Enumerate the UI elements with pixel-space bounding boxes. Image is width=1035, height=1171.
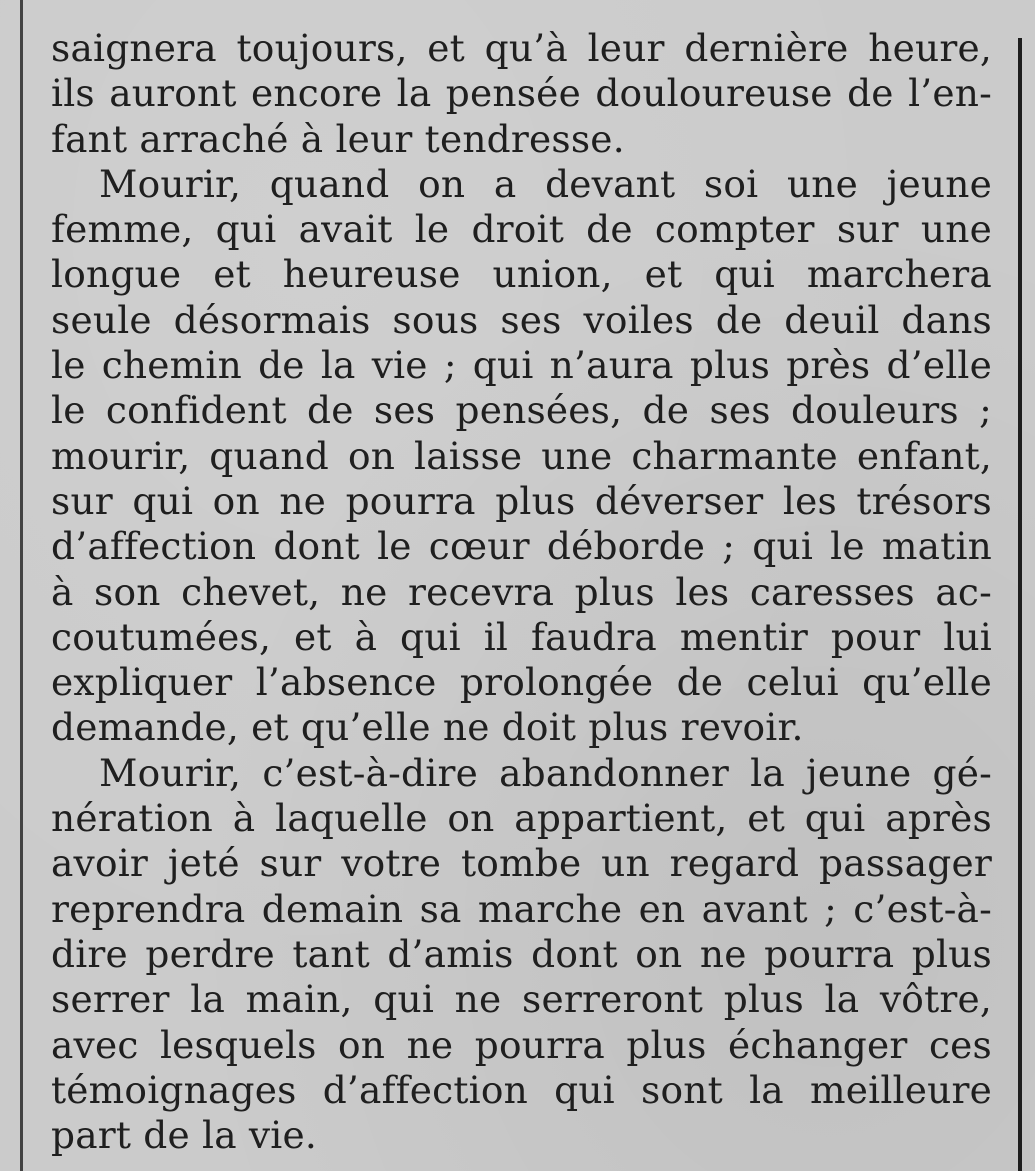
text-line: femme, qui avait le droit de compter sur une [51, 207, 992, 252]
text-line: à son chevet, ne recevra plus les caresses ac- [51, 569, 992, 614]
paragraph-1 [51, 26, 992, 162]
text-line: témoignages d’affection qui sont la meilleure [51, 1067, 992, 1112]
column-rule-left [20, 0, 23, 1171]
text-line: coutumées, et à qui il faudra mentir pour lui [51, 614, 992, 659]
text-line: serrer la main, qui ne serreront plus la vôtre, [51, 977, 992, 1022]
text-line: expliquer l’absence prolongée de celui qu’elle [51, 660, 992, 705]
text-line: longue et heureuse union, et qui marchera [51, 252, 992, 297]
text-line: d’affection dont le cœur déborde ; qui le matin [51, 524, 992, 569]
text-line: ils auront encore la pensée douloureuse de l’en- [51, 71, 992, 116]
article-column [51, 26, 992, 1158]
text-line: avoir jeté sur votre tombe un regard passager [51, 841, 992, 886]
text-line: part de la vie. [51, 1113, 317, 1158]
text-line: fant arraché à leur tendresse. [51, 116, 625, 161]
text-line: nération à laquelle on appartient, et qui après [51, 796, 992, 841]
text-line: saignera toujours, et qu’à leur dernière heure, [51, 26, 992, 70]
paragraph-2 [51, 162, 992, 751]
text-line: le chemin de la vie ; qui n’aura plus près d’elle [51, 343, 992, 388]
text-line: sur qui on ne pourra plus déverser les trésors [51, 478, 992, 523]
paragraph-3 [51, 751, 992, 1159]
text-line: seule désormais sous ses voiles de deuil dans [51, 297, 992, 342]
text-line: Mourir, c’est-à-dire abandonner la jeune gé- [99, 750, 992, 795]
text-line: mourir, quand on laisse une charmante enfant, [51, 433, 992, 478]
text-line: demande, et qu’elle ne doit plus revoir. [51, 705, 804, 750]
column-rule-right [1018, 38, 1022, 1171]
text-line: reprendra demain sa marche en avant ; c’est-à- [51, 886, 992, 931]
text-line: Mourir, quand on a devant soi une jeune [99, 161, 992, 206]
text-line: le confident de ses pensées, de ses douleurs ; [51, 388, 992, 433]
text-line: avec lesquels on ne pourra plus échanger ces [51, 1022, 992, 1067]
text-line: dire perdre tant d’amis dont on ne pourra plus [51, 931, 992, 976]
